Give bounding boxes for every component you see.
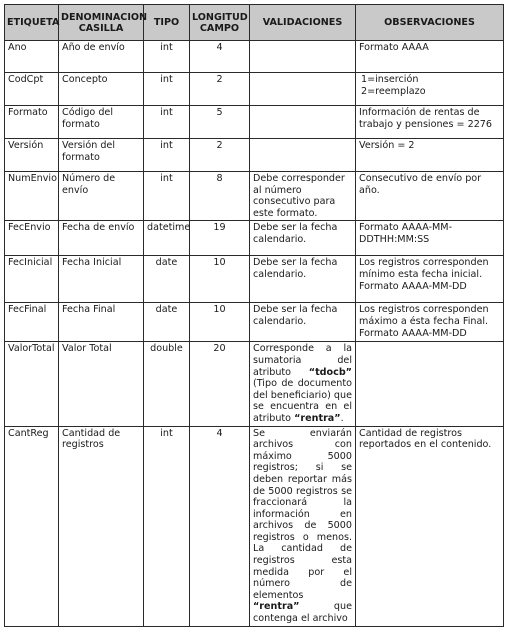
table-row <box>5 139 504 172</box>
cell-etiqueta: FecEnvio <box>5 221 59 256</box>
cell-tipo: int <box>144 41 190 73</box>
validation-text: Debe corresponder al número consecutivo para este formato. <box>253 173 345 219</box>
cell-longitud: 5 <box>190 106 250 139</box>
cell-longitud: 10 <box>190 256 250 303</box>
cell-tipo: double <box>144 342 190 426</box>
cell-observaciones <box>356 256 504 303</box>
cell-etiqueta: Ano <box>5 41 59 73</box>
cell-tipo: datetime <box>144 221 190 256</box>
table-row <box>5 73 504 106</box>
cell-denominacion: Concepto <box>59 73 144 106</box>
header-tipo: TIPO <box>144 5 190 41</box>
cell-longitud: 4 <box>190 426 250 626</box>
cell-observaciones <box>356 221 504 256</box>
observation-text: Formato AAAA-MM-DDTHH:MM:SS <box>359 222 453 245</box>
cell-longitud: 19 <box>190 221 250 256</box>
observation-text: Los registros corresponden mínimo esta fecha inicial. Formato AAAA-MM-DD <box>359 257 489 292</box>
cell-denominacion: Fecha Final <box>59 303 144 342</box>
cell-observaciones <box>356 172 504 221</box>
validation-text: . <box>340 412 344 424</box>
cell-validaciones <box>250 303 356 342</box>
validation-text: que contenga el archivo <box>253 601 352 625</box>
validation-attribute: “rentra” <box>294 412 341 424</box>
cell-observaciones <box>356 342 504 426</box>
cell-observaciones <box>356 303 504 342</box>
cell-etiqueta: FecInicial <box>5 256 59 303</box>
header-validaciones: VALIDACIONES <box>250 5 356 41</box>
cell-longitud: 8 <box>190 172 250 221</box>
observation-text: 2=reemplazo <box>361 85 426 97</box>
observation-text: Consecutivo de envío por año. <box>359 173 482 196</box>
table-row <box>5 41 504 73</box>
table-row <box>5 303 504 342</box>
validation-text: (Tipo de documento del beneficiario) que se encuentra en el atributo <box>253 378 352 424</box>
header-longitud: LONGITUD CAMPO <box>190 5 250 41</box>
cell-observaciones <box>356 426 504 626</box>
field-spec-table <box>4 4 504 627</box>
observation-text: Los registros corresponden máximo a ésta fecha Final. Formato AAAA-MM-DD <box>359 304 489 339</box>
cell-tipo: date <box>144 303 190 342</box>
validation-text: Se enviarán archivos con máximo 5000 registros; si se deben reportar más de 5000 registros se fraccionará la información en archivos de 5000 registros o menos. La cantidad de registros esta medida por el número de elementos <box>253 427 352 601</box>
observation-text: Información de rentas de trabajo y pensiones = 2276 <box>359 107 493 130</box>
cell-tipo: int <box>144 139 190 172</box>
cell-longitud: 10 <box>190 303 250 342</box>
validation-attribute: “tdocb” <box>308 366 352 378</box>
cell-tipo: int <box>144 426 190 626</box>
validation-text: Corresponde a la sumatoria del atributo <box>253 343 352 378</box>
observation-text: Formato AAAA <box>359 42 429 53</box>
table-row <box>5 172 504 221</box>
cell-tipo: int <box>144 172 190 221</box>
cell-denominacion: Código del formato <box>59 106 144 139</box>
observation-text: Cantidad de registros reportados en el contenido. <box>359 427 492 451</box>
table-row <box>5 342 504 426</box>
table-row <box>5 106 504 139</box>
cell-denominacion: Fecha de envío <box>59 221 144 256</box>
cell-longitud: 2 <box>190 139 250 172</box>
table-row <box>5 256 504 303</box>
cell-etiqueta: CantReg <box>5 426 59 626</box>
cell-observaciones <box>356 139 504 172</box>
table-row <box>5 426 504 626</box>
cell-longitud: 4 <box>190 41 250 73</box>
cell-validaciones <box>250 221 356 256</box>
validation-text: Debe ser la fecha calendario. <box>253 257 338 280</box>
header-observaciones: OBSERVACIONES <box>356 5 504 41</box>
cell-etiqueta: Versión <box>5 139 59 172</box>
cell-validaciones <box>250 426 356 626</box>
cell-validaciones <box>250 106 356 139</box>
observation-text: 1=inserción <box>361 74 419 85</box>
cell-observaciones <box>356 41 504 73</box>
cell-denominacion: Fecha Inicial <box>59 256 144 303</box>
table-header-row <box>5 5 504 41</box>
header-denominacion: DENOMINACION CASILLA <box>59 5 144 41</box>
table-row <box>5 221 504 256</box>
cell-etiqueta: CodCpt <box>5 73 59 106</box>
cell-tipo: date <box>144 256 190 303</box>
validation-attribute: “rentra” <box>253 601 300 613</box>
cell-longitud: 2 <box>190 73 250 106</box>
cell-validaciones <box>250 256 356 303</box>
validation-text: Debe ser la fecha calendario. <box>253 304 338 327</box>
cell-validaciones <box>250 139 356 172</box>
observation-text: Versión = 2 <box>359 140 415 151</box>
cell-observaciones <box>356 73 504 106</box>
cell-validaciones <box>250 342 356 426</box>
cell-longitud: 20 <box>190 342 250 426</box>
cell-denominacion: Valor Total <box>59 342 144 426</box>
cell-observaciones <box>356 106 504 139</box>
cell-denominacion: Versión del formato <box>59 139 144 172</box>
cell-etiqueta: FecFinal <box>5 303 59 342</box>
cell-etiqueta: Formato <box>5 106 59 139</box>
cell-denominacion: Número de envío <box>59 172 144 221</box>
cell-validaciones <box>250 41 356 73</box>
cell-etiqueta: NumEnvio <box>5 172 59 221</box>
cell-validaciones <box>250 73 356 106</box>
cell-denominacion: Año de envío <box>59 41 144 73</box>
cell-etiqueta: ValorTotal <box>5 342 59 426</box>
cell-validaciones <box>250 172 356 221</box>
cell-tipo: int <box>144 73 190 106</box>
cell-denominacion: Cantidad de registros <box>59 426 144 626</box>
cell-tipo: int <box>144 106 190 139</box>
validation-text: Debe ser la fecha calendario. <box>253 222 338 245</box>
header-etiqueta: ETIQUETA <box>5 5 59 41</box>
